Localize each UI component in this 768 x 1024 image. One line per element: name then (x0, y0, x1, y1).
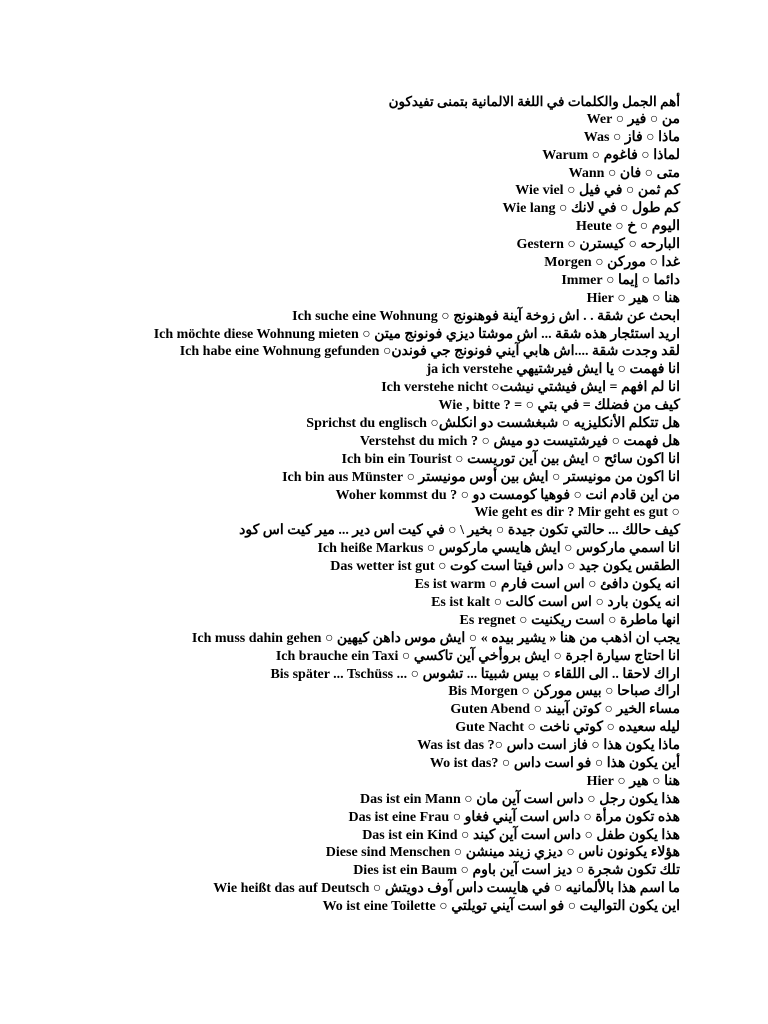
phrase-line: هذا يكون رجل ○ داس است آين مان ○ Das ist ein Mann (360, 791, 680, 807)
phrase-line: كيف حالك ... حالتي تكون جيدة ○ بخير \ ○ في كيت اس دير ... مير كيت اس كود (239, 523, 680, 539)
phrase-line: انه يكون بارد ○ اس است كالت ○ Es ist kalt (431, 594, 680, 610)
phrase-line: كم ثمن ○ في فيل ○ Wie viel (515, 183, 680, 199)
phrase-line: هؤلاء يكونون ناس ○ ديزي زيند مينشن ○ Diese sind Menschen (325, 845, 680, 861)
phrase-line: Wie geht es dir ? Mir geht es gut ○ (474, 505, 680, 521)
phrase-line: اراك لاحقا .. الى اللقاء ○ بيس شبيتا ... تشوس ○ ... Bis später ... Tschüss (270, 666, 680, 682)
phrase-line: أين يكون هذا ○ فو است داس ○ ?Wo ist das (429, 755, 680, 771)
phrase-line: تلك تكون شجرة ○ ديز است آين باوم ○ Dies ist ein Baum (353, 863, 680, 879)
phrase-line: هل فهمت ○ فيرشتيست دو ميش ○ ? Verstehst du mich (359, 433, 680, 449)
phrase-line: كم طول ○ في لانك ○ Wie lang (502, 201, 680, 217)
phrase-line: هنا ○ هير ○ Hier (586, 290, 680, 306)
phrase-line: غدا ○ موركن ○ Morgen (544, 255, 680, 271)
phrase-line: من ○ فير ○ Wer (586, 111, 680, 127)
phrase-list (40, 111, 680, 916)
phrase-line: هذه تكون مرأة ○ داس است آيني فغاو ○ Das ist eine Frau (348, 809, 680, 825)
phrase-line: اريد استئجار هذه شقة ... اش موشتا ديزي فونونج ميتن ○ Ich möchte diese Wohnung mieten (153, 326, 680, 342)
phrase-line: انا اكون من مونيستر ○ ايش بين أوس مونيستر ○ Ich bin aus Münster (282, 469, 680, 485)
phrase-line: ليله سعيده ○ كوتي ناخت ○ Gute Nacht (455, 720, 680, 736)
phrase-line: متى ○ فان ○ Wann (568, 165, 680, 181)
phrase-line: من اين قادم انت ○ فوهيا كومست دو ○ ? Woher kommst du (335, 487, 680, 503)
phrase-line: هل تتكلم الأنكليزيه ○ شبغشست دو انكلش○ Sprichst du englisch (306, 416, 680, 432)
phrase-line: انها ماطرة ○ است ريكنيت ○ Es regnet (459, 612, 680, 628)
phrase-line: انا اسمي ماركوس ○ ايش هايسي ماركوس ○ Ich heiße Markus (317, 541, 680, 557)
phrase-line: ماذا ○ فاز ○ Was (583, 129, 680, 145)
phrase-line: ماذا يكون هذا ○ فاز است داس ○? Was ist das (417, 738, 680, 754)
phrase-line: دائما ○ إيما ○ Immer (561, 272, 680, 288)
phrase-line: البارحه ○ كيسترن ○ Gestern (516, 237, 680, 253)
phrase-line: انا احتاج سيارة اجرة ○ ايش بروأخي آين تاكسي ○ Ich brauche ein Taxi (275, 648, 680, 664)
phrase-line: لقد وجدت شقة ....اش هابي آيني فونونج جي فوندن○ Ich habe eine Wohnung gefunden (179, 344, 680, 360)
phrase-line: كيف من فضلك = في بتي ○ = ? Wie , bitte (438, 398, 680, 414)
phrase-line: انا فهمت ○ يا ايش فيرشتيهي ja ich verstehe (426, 362, 680, 378)
phrase-line: يجب ان اذهب من هنا « يشير بيده » ○ ايش موس داهن كيهين ○ Ich muss dahin gehen (191, 630, 680, 646)
phrase-line: لماذا ○ فاغوم ○ Warum (542, 147, 680, 163)
phrase-line: انا لم افهم = ايش فيشتي نيشت○ Ich verstehe nicht (381, 380, 680, 396)
phrase-line: اليوم ○ خ ○ Heute (576, 219, 680, 235)
phrase-line: ابحث عن شقة . . اش زوخة آينة فوهنونج ○ Ich suche eine Wohnung (292, 308, 680, 324)
phrase-line: اراك صباحا ○ بيس موركن ○ Bis Morgen (448, 684, 680, 700)
phrase-line: انا اكون سائح ○ ايش بين آين توريست ○ Ich bin ein Tourist (341, 451, 680, 467)
document-title: أهم الجمل والكلمات في اللغة الالمانية بتمنى تفيدكون (388, 94, 680, 109)
phrase-line: انه يكون دافئ ○ اس است فارم ○ Es ist warm (414, 577, 680, 593)
phrase-line: هذا يكون طفل ○ داس است آين كيند ○ Das ist ein Kind (362, 827, 680, 843)
phrase-line: مساء الخير ○ كوتن آبيند ○ Guten Abend (450, 702, 680, 718)
phrase-line: هنا ○ هير ○ Hier (586, 773, 680, 789)
phrase-line: الطقس يكون جيد ○ داس فيتا است كوت ○ Das wetter ist gut (330, 559, 680, 575)
document-body (40, 93, 680, 916)
phrase-line: ما اسم هذا بالألمانيه ○ في هايست داس آوف دويتش ○ Wie heißt das auf Deutsch (213, 881, 680, 897)
phrase-line: اين يكون التواليت ○ فو است آيني تويلتي ○ Wo ist eine Toilette (322, 899, 680, 915)
